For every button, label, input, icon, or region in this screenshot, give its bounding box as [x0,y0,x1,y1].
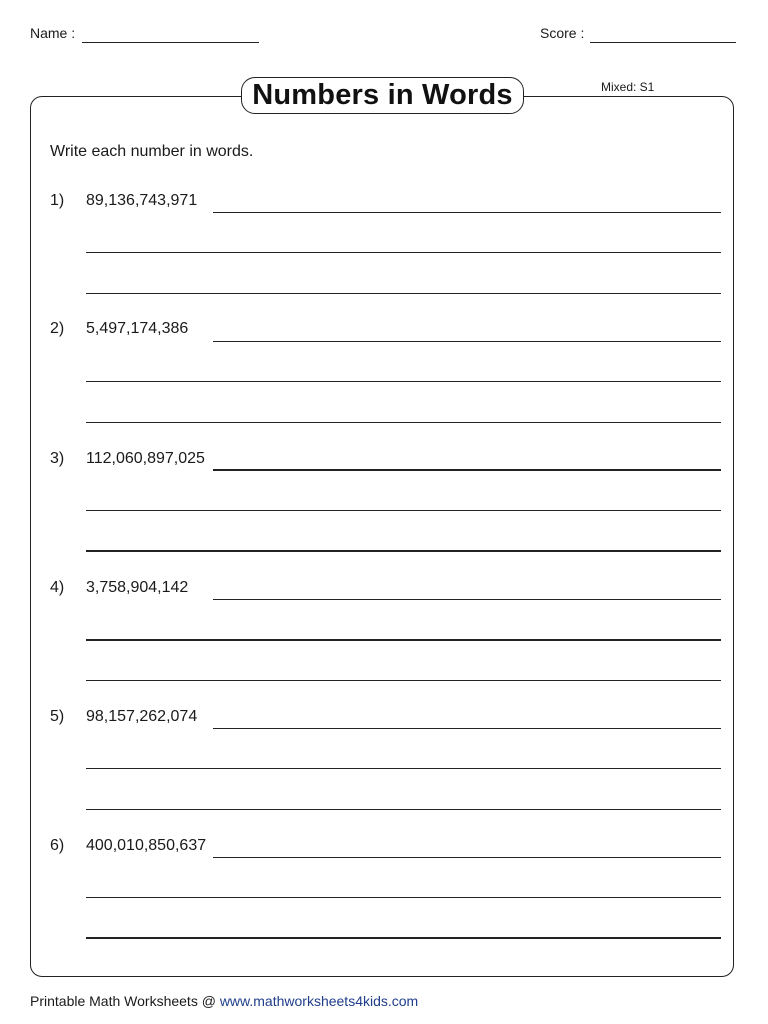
answer-line[interactable] [213,212,721,213]
problem-value: 3,758,904,142 [86,579,189,596]
answer-line[interactable] [213,857,721,858]
problem-number: 3) [50,450,65,467]
answer-line[interactable] [86,550,721,552]
problem-value: 89,136,743,971 [86,192,198,209]
problem-number: 5) [50,708,65,725]
answer-line[interactable] [86,809,721,810]
answer-line[interactable] [213,341,721,342]
problem-value: 400,010,850,637 [86,837,207,854]
name-field[interactable] [82,42,259,43]
footer-text: Printable Math Worksheets @ [30,993,220,1009]
answer-line[interactable] [86,381,721,382]
problem-number: 2) [50,320,65,337]
score-label: Score : [540,25,585,41]
problem-value: 112,060,897,025 [86,450,205,467]
answer-line[interactable] [86,510,721,511]
answer-line[interactable] [86,422,721,423]
answer-line[interactable] [86,639,721,641]
answer-line[interactable] [213,469,721,471]
answer-line[interactable] [86,897,721,898]
problem-number: 1) [50,192,65,209]
problem-value: 98,157,262,074 [86,708,198,725]
problem-number: 6) [50,837,65,854]
footer [30,993,418,1009]
footer-link[interactable]: www.mathworksheets4kids.com [219,993,419,1009]
answer-line[interactable] [213,599,721,600]
worksheet-title: Numbers in Words [241,77,524,114]
score-field[interactable] [590,42,736,43]
problem-number: 4) [50,579,65,596]
answer-line[interactable] [86,937,721,939]
answer-line[interactable] [86,768,721,769]
problem-value: 5,497,174,386 [86,320,189,337]
variant-label: Mixed: S1 [601,80,655,94]
name-label: Name : [30,25,76,41]
instruction-text: Write each number in words. [50,143,254,160]
answer-line[interactable] [86,680,721,681]
answer-line[interactable] [86,252,721,253]
answer-line[interactable] [86,293,721,294]
answer-line[interactable] [213,728,721,729]
